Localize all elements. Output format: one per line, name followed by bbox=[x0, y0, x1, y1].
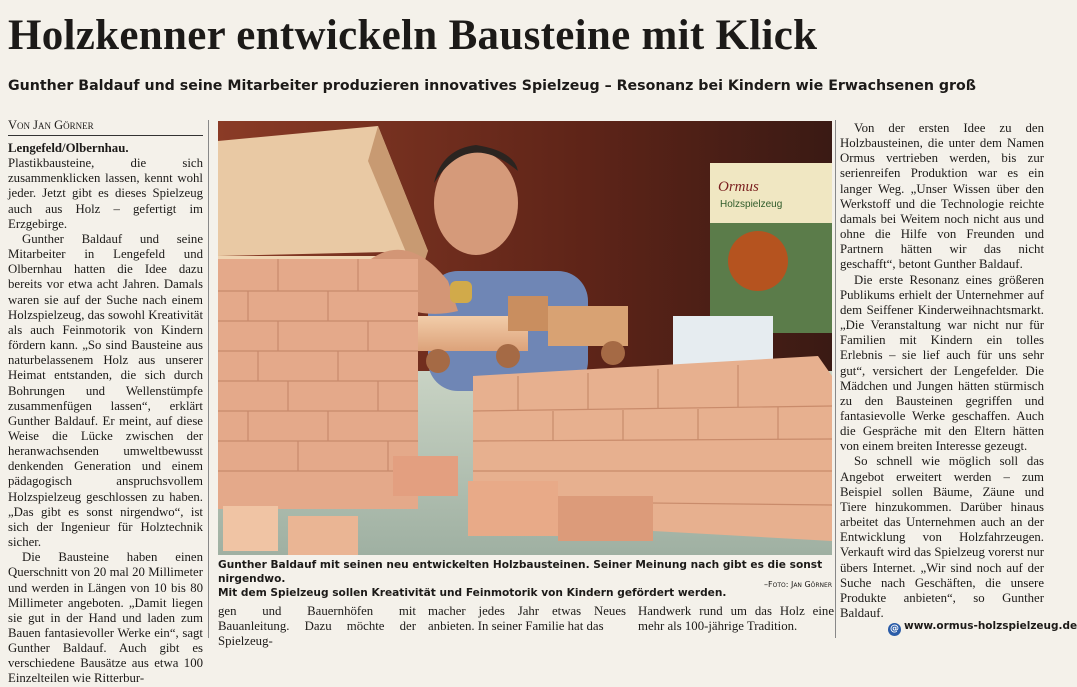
paragraph: Gunther Baldauf und seine Mitarbeiter in Lengefeld und Olbernhau hatten die Idee dazu bereits vor etwa acht Jahren. Damals waren sie auf der Suche nach einem Holzspielzeug, das sowohl Kreativität als auch Feinmotorik von Kindern fördern kann. „So sind Bausteine aus naturbelassenem Holz aus unserer Heimat entstanden, die sich durch Bohrungen und Wellenstümpfe zusammenfügen lassen“, erklärt Gunther Baldauf. Er meint, auf diese Weise die Lücke zwischen der heranwachsenden umweltbewusst denkenden Generation und einem pädagogisch anspruchsvollem Holzspielzeug geschlossen zu haben. „Das gibt es sonst nirgendwo“, ist sich der Ingenieur für Holztechnik sicher. bbox=[8, 231, 203, 550]
column-divider bbox=[208, 120, 209, 638]
paragraph: Von der ersten Idee zu den Holzbausteinen, die unter dem Namen Ormus vertrieben werden, bis zur serienreifen Produktion war es ein langer Weg. „Unser Wissen über den Werkstoff und die Technologie reichte damals bei Weitem noch nicht aus und ohne die Hilfe von Freunden und Partnern hätten wir das nicht geschafft“, betont Gunther Baldauf. bbox=[840, 121, 1044, 272]
article-column-4: Handwerk rund um das Holz eine mehr als 100-jährige Tradition. bbox=[638, 604, 834, 634]
article-photo bbox=[218, 121, 832, 555]
website-url: www.ormus-holzspielzeug.de bbox=[904, 620, 1077, 632]
headline: Holzkenner entwickeln Bausteine mit Klick bbox=[8, 12, 818, 59]
article-column-5 bbox=[840, 121, 1044, 621]
subheadline: Gunther Baldauf und seine Mitarbeiter produzieren innovatives Spielzeug – Resonanz bei Kindern wie Erwachsenen groß bbox=[8, 78, 977, 94]
paragraph bbox=[8, 141, 203, 232]
paragraph: Die erste Resonanz eines größeren Publikums erhielt der Unternehmer auf dem Seiffener Kinderweihnachtsmarkt. „Die Veranstaltung war nicht nur für Familien mit Kindern ein tolles Erlebnis – sie lief auch für uns sehr gut“, versichert der Lengefelder. Die Mädchen und Jungen hätten stürmisch zu den Bausteinen gegriffen und fantasievolle Werke geschaffen. Auch die Gespräche mit den Eltern hätten von einem breiten Interesse gezeugt. bbox=[840, 272, 1044, 454]
photo-caption bbox=[218, 558, 832, 600]
byline: Von Jan Görner bbox=[8, 118, 203, 136]
article-column-1 bbox=[8, 141, 203, 686]
paragraph: So schnell wie möglich soll das Angebot erweitert werden – zum Beispiel sollen Bäume, Zäune und Tiere hinzukommen. Darüber hinaus arbeitet das Unternehmen auch an der Entwicklung von Holzfahrzeugen. Verkauft wird das Spielzeug vorerst nur übers Internet. „Wir sind noch auf der Suche nach Geschäften, die unsere Produkte anbieten“, so Gunther Baldauf. bbox=[840, 454, 1044, 620]
paragraph-text: Plastikbausteine, die sich zusammenklicken lassen, kennt wohl jeder. Jetzt gibt es dieses Spielzeug auch aus Holz – gefertigt im Erzgebirge. bbox=[8, 156, 203, 231]
website-link[interactable] bbox=[888, 620, 1077, 636]
caption-line: Mit dem Spielzeug sollen Kreativität und Feinmotorik von Kindern gefördert werden. bbox=[218, 587, 727, 599]
caption-line: Gunther Baldauf mit seinen neu entwickelten Holzbausteinen. Seiner Meinung nach gibt es die sonst nirgendwo. bbox=[218, 559, 823, 585]
article-column-2: gen und Bauernhöfen mit Bauanleitung. Dazu möchte der Spielzeug- bbox=[218, 604, 416, 649]
box-brand: Ormus bbox=[718, 179, 759, 195]
dateline: Lengefeld/Olbernhau. bbox=[8, 141, 129, 155]
brick-stack bbox=[218, 259, 418, 509]
box-subbrand: Holzspielzeug bbox=[720, 199, 783, 210]
paragraph: Die Bausteine haben einen Querschnitt von 20 mal 20 Millimeter und werden in Längen von 10 bis 80 Millimeter angeboten. „Damit liegen sie gut in der Hand und laden zum Bauen fantasievoller Werke ein“, sagt Gunther Baldauf. Auch gibt es verschiedene Bausätze aus etwa 100 Einzelteilen wie Ritterbur- bbox=[8, 550, 203, 686]
photo-credit: –Foto: Jan Görner bbox=[764, 580, 832, 589]
photo-illustration bbox=[218, 121, 832, 555]
column-divider bbox=[835, 120, 836, 638]
article-column-3: macher jedes Jahr etwas Neues anbieten. In seiner Familie hat das bbox=[428, 604, 626, 634]
at-icon: @ bbox=[890, 624, 899, 634]
